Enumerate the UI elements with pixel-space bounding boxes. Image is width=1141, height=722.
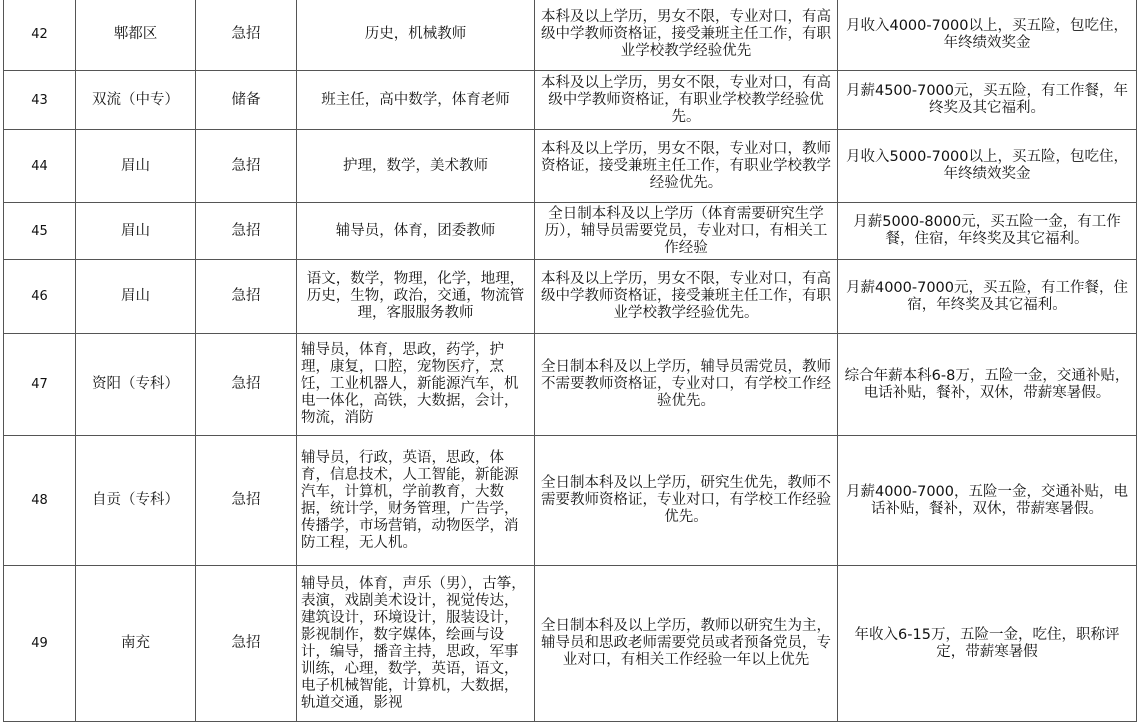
location-cell: 郫都区 — [76, 0, 196, 71]
requirements-cell: 全日制本科及以上学历，研究生优先，教师不需要教师资格证，专业对口，有学校工作经验优先。 — [535, 436, 838, 566]
hiring-type-cell: 急招 — [196, 436, 297, 566]
table-row — [4, 0, 1137, 71]
positions-cell: 辅导员，体育，声乐（男），古筝，表演，戏剧美术设计，视觉传达，建筑设计，环境设计，服装设计，影视制作，数字媒体，绘画与设计，编导，播音主持，思政，军事训练，心理，数学，英语，语文，电子机械智能，计算机，大数据，轨道交通，影视 — [297, 566, 535, 722]
table-row — [4, 334, 1137, 436]
table-row — [4, 260, 1137, 334]
hiring-type-cell: 急招 — [196, 203, 297, 260]
compensation-cell: 月收入4000-7000以上，买五险，包吃住，年终绩效奖金 — [838, 0, 1137, 71]
location-cell: 眉山 — [76, 130, 196, 203]
positions-cell: 辅导员，行政，英语，思政，体育，信息技术，人工智能，新能源汽车，计算机，学前教育，大数据，统计学，财务管理，广告学，传播学，市场营销，动物医学，消防工程，无人机。 — [297, 436, 535, 566]
hiring-type-cell: 急招 — [196, 334, 297, 436]
compensation-cell: 月薪4000-7000元，买五险，有工作餐，住宿，年终奖及其它福利。 — [838, 260, 1137, 334]
location-cell: 双流（中专） — [76, 71, 196, 130]
positions-cell: 辅导员，体育，团委教师 — [297, 203, 535, 260]
location-cell: 眉山 — [76, 260, 196, 334]
positions-cell: 护理，数学，美术教师 — [297, 130, 535, 203]
compensation-cell: 月薪4500-7000元，买五险，有工作餐，年终奖及其它福利。 — [838, 71, 1137, 130]
location-cell: 资阳（专科） — [76, 334, 196, 436]
row-number: 43 — [4, 71, 76, 130]
positions-cell: 辅导员，体育，思政，药学，护理，康复，口腔，宠物医疗，烹饪，工业机器人，新能源汽车，机电一体化，高铁，大数据，会计，物流，消防 — [297, 334, 535, 436]
recruitment-table — [3, 0, 1137, 722]
compensation-cell: 年收入6-15万，五险一金，吃住，职称评定，带薪寒暑假 — [838, 566, 1137, 722]
hiring-type-cell: 急招 — [196, 566, 297, 722]
requirements-cell: 本科及以上学历，男女不限，专业对口，教师资格证，接受兼班主任工作，有职业学校教学经验优先。 — [535, 130, 838, 203]
requirements-cell: 全日制本科及以上学历，教师以研究生为主，辅导员和思政老师需要党员或者预备党员，专业对口，有相关工作经验一年以上优先 — [535, 566, 838, 722]
row-number: 45 — [4, 203, 76, 260]
row-number: 44 — [4, 130, 76, 203]
requirements-cell: 本科及以上学历，男女不限，专业对口，有高级中学教师资格证，接受兼班主任工作，有职业学校教学经验优先。 — [535, 260, 838, 334]
positions-cell: 语文，数学，物理，化学，地理，历史，生物，政治，交通，物流管理，客服服务教师 — [297, 260, 535, 334]
table-row — [4, 71, 1137, 130]
row-number: 47 — [4, 334, 76, 436]
requirements-cell: 全日制本科及以上学历，辅导员需党员，教师不需要教师资格证，专业对口，有学校工作经验优先。 — [535, 334, 838, 436]
compensation-cell: 月收入5000-7000以上，买五险，包吃住，年终绩效奖金 — [838, 130, 1137, 203]
hiring-type-cell: 急招 — [196, 0, 297, 71]
requirements-cell: 本科及以上学历，男女不限，专业对口，有高级中学教师资格证，有职业学校教学经验优先。 — [535, 71, 838, 130]
location-cell: 自贡（专科） — [76, 436, 196, 566]
table-row — [4, 566, 1137, 722]
table-row — [4, 203, 1137, 260]
positions-cell: 班主任，高中数学，体育老师 — [297, 71, 535, 130]
row-number: 49 — [4, 566, 76, 722]
table-row — [4, 130, 1137, 203]
hiring-type-cell: 储备 — [196, 71, 297, 130]
requirements-cell: 本科及以上学历，男女不限，专业对口，有高级中学教师资格证，接受兼班主任工作，有职业学校教学经验优先 — [535, 0, 838, 71]
compensation-cell: 综合年薪本科6-8万，五险一金，交通补贴，电话补贴，餐补，双休，带薪寒暑假。 — [838, 334, 1137, 436]
positions-cell: 历史，机械教师 — [297, 0, 535, 71]
table-row — [4, 436, 1137, 566]
location-cell: 眉山 — [76, 203, 196, 260]
location-cell: 南充 — [76, 566, 196, 722]
compensation-cell: 月薪5000-8000元，买五险一金，有工作餐，住宿，年终奖及其它福利。 — [838, 203, 1137, 260]
hiring-type-cell: 急招 — [196, 260, 297, 334]
row-number: 46 — [4, 260, 76, 334]
row-number: 42 — [4, 0, 76, 71]
compensation-cell: 月薪4000-7000，五险一金，交通补贴，电话补贴，餐补，双休，带薪寒暑假。 — [838, 436, 1137, 566]
hiring-type-cell: 急招 — [196, 130, 297, 203]
requirements-cell: 全日制本科及以上学历（体育需要研究生学历），辅导员需要党员，专业对口，有相关工作经验 — [535, 203, 838, 260]
row-number: 48 — [4, 436, 76, 566]
